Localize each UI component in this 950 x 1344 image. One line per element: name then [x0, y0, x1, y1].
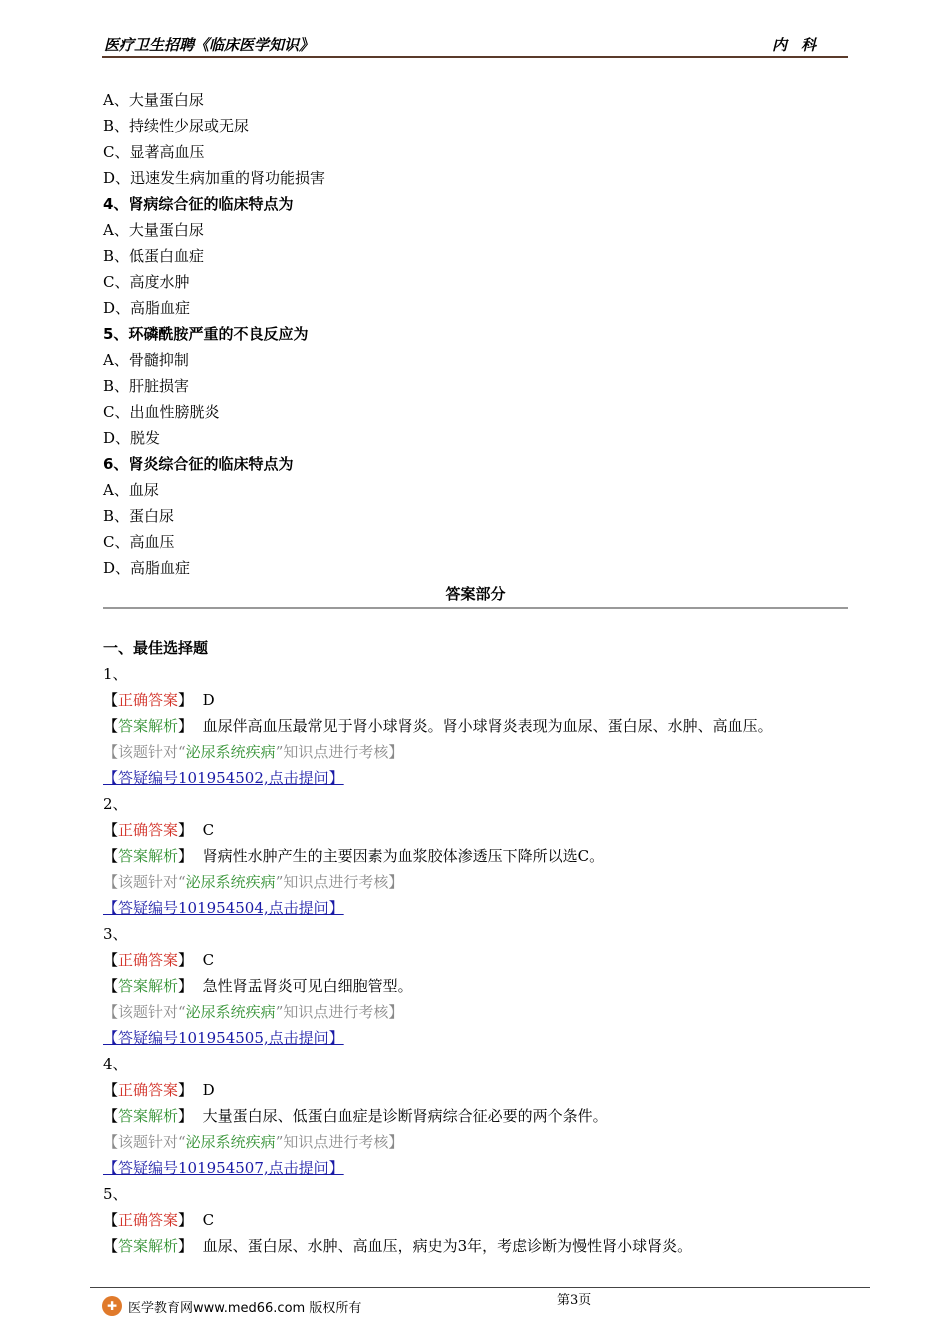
analysis-text: 肾病性水肿产生的主要因素为血浆胶体渗透压下降所以选C。 — [202, 847, 605, 865]
option: A、大量蛋白尿 — [103, 221, 204, 239]
analysis-label: 答案解析 — [118, 717, 179, 735]
option: C、高度水肿 — [103, 273, 190, 291]
answer-number: 5、 — [103, 1185, 128, 1203]
topic-note — [103, 739, 848, 765]
correct-answer-line — [103, 947, 848, 973]
footer-copyright: 医学教育网www.med66.com 版权所有 — [128, 1300, 362, 1316]
correct-answer-line — [103, 1077, 848, 1103]
bracket: 【 — [103, 717, 119, 735]
topic-name: 泌尿系统疾病 — [185, 1133, 276, 1151]
page-header — [102, 30, 848, 58]
analysis-label: 答案解析 — [118, 847, 179, 865]
topic-note — [103, 1129, 848, 1155]
option: C、出血性膀胱炎 — [103, 403, 220, 421]
option: D、高脂血症 — [103, 299, 191, 317]
analysis-line — [103, 713, 848, 739]
analysis-text: 血尿伴高血压最常见于肾小球肾炎。肾小球肾炎表现为血尿、蛋白尿、水肿、高血压。 — [202, 717, 773, 735]
bracket: 】 — [178, 1237, 194, 1255]
correct-answer-label: 正确答案 — [118, 821, 179, 839]
option: A、骨髓抑制 — [103, 351, 189, 369]
ask-question-link[interactable]: 【答疑编号101954504,点击提问】 — [103, 899, 344, 917]
topic-note-suffix: ”知识点进行考核】 — [275, 1003, 404, 1021]
answer-subtitle: 一、最佳选择题 — [103, 639, 209, 657]
question-title: 5、环磷酰胺严重的不良反应为 — [103, 325, 309, 343]
correct-answer-value: C — [202, 821, 215, 839]
page-footer — [102, 1294, 361, 1318]
analysis-line — [103, 1233, 848, 1259]
correct-answer-value: D — [202, 1081, 215, 1099]
correct-answer-line — [103, 817, 848, 843]
header-dept: 内科 — [771, 36, 830, 54]
question-title: 6、肾炎综合征的临床特点为 — [103, 455, 294, 473]
option: A、血尿 — [103, 481, 159, 499]
ask-question-link[interactable]: 【答疑编号101954502,点击提问】 — [103, 769, 344, 787]
page-content — [103, 87, 848, 1259]
bracket: 】 — [178, 717, 194, 735]
bracket: 】 — [178, 977, 194, 995]
analysis-text: 血尿、蛋白尿、水肿、高血压，病史为3年，考虑诊断为慢性肾小球肾炎。 — [202, 1237, 693, 1255]
option: D、高脂血症 — [103, 559, 191, 577]
option: C、显著高血压 — [103, 143, 205, 161]
analysis-line — [103, 843, 848, 869]
answer-number: 3、 — [103, 925, 128, 943]
answer-number: 1、 — [103, 665, 128, 683]
page-number: 第3页 — [557, 1293, 592, 1308]
bracket: 】 — [178, 1081, 194, 1099]
topic-note-prefix: 【该题针对“ — [103, 1003, 186, 1021]
topic-note — [103, 999, 848, 1025]
option: B、持续性少尿或无尿 — [103, 117, 250, 135]
topic-name: 泌尿系统疾病 — [185, 1003, 276, 1021]
option: B、低蛋白血症 — [103, 247, 205, 265]
med66-logo-icon: ✚ — [102, 1296, 122, 1316]
correct-answer-label: 正确答案 — [118, 1211, 179, 1229]
topic-note-suffix: ”知识点进行考核】 — [275, 1133, 404, 1151]
analysis-label: 答案解析 — [118, 1107, 179, 1125]
correct-answer-value: C — [202, 1211, 215, 1229]
bracket: 】 — [178, 847, 194, 865]
bracket: 【 — [103, 1081, 119, 1099]
bracket: 】 — [178, 1211, 194, 1229]
question-title: 4、肾病综合征的临床特点为 — [103, 195, 294, 213]
analysis-label: 答案解析 — [118, 1237, 179, 1255]
analysis-text: 大量蛋白尿、低蛋白血症是诊断肾病综合征必要的两个条件。 — [202, 1107, 608, 1125]
bracket: 】 — [178, 821, 194, 839]
analysis-label: 答案解析 — [118, 977, 179, 995]
bracket: 】 — [178, 691, 194, 709]
correct-answer-line — [103, 1207, 848, 1233]
topic-name: 泌尿系统疾病 — [185, 873, 276, 891]
header-title: 医疗卫生招聘《临床医学知识》 — [104, 36, 315, 54]
topic-note — [103, 869, 848, 895]
option: B、蛋白尿 — [103, 507, 175, 525]
answer-number: 4、 — [103, 1055, 128, 1073]
answer-number: 2、 — [103, 795, 128, 813]
option: A、大量蛋白尿 — [103, 91, 204, 109]
option: D、脱发 — [103, 429, 161, 447]
bracket: 【 — [103, 847, 119, 865]
bracket: 【 — [103, 821, 119, 839]
analysis-line — [103, 973, 848, 999]
correct-answer-value: D — [202, 691, 215, 709]
topic-note-prefix: 【该题针对“ — [103, 743, 186, 761]
analysis-line — [103, 1103, 848, 1129]
bracket: 】 — [178, 951, 194, 969]
option: B、肝脏损害 — [103, 377, 190, 395]
bracket: 【 — [103, 1211, 119, 1229]
correct-answer-label: 正确答案 — [118, 951, 179, 969]
analysis-text: 急性肾盂肾炎可见白细胞管型。 — [202, 977, 413, 995]
correct-answer-label: 正确答案 — [118, 1081, 179, 1099]
answer-section-title: 答案部分 — [445, 585, 506, 603]
bracket: 【 — [103, 691, 119, 709]
bracket: 【 — [103, 977, 119, 995]
topic-name: 泌尿系统疾病 — [185, 743, 276, 761]
bracket: 【 — [103, 951, 119, 969]
bracket: 【 — [103, 1237, 119, 1255]
topic-note-prefix: 【该题针对“ — [103, 873, 186, 891]
topic-note-prefix: 【该题针对“ — [103, 1133, 186, 1151]
section-divider — [103, 607, 848, 609]
ask-question-link[interactable]: 【答疑编号101954507,点击提问】 — [103, 1159, 344, 1177]
correct-answer-value: C — [202, 951, 215, 969]
ask-question-link[interactable]: 【答疑编号101954505,点击提问】 — [103, 1029, 344, 1047]
option: D、迅速发生病加重的肾功能损害 — [103, 169, 326, 187]
topic-note-suffix: ”知识点进行考核】 — [275, 743, 404, 761]
bracket: 【 — [103, 1107, 119, 1125]
topic-note-suffix: ”知识点进行考核】 — [275, 873, 404, 891]
footer-divider — [90, 1287, 870, 1288]
correct-answer-line — [103, 687, 848, 713]
bracket: 】 — [178, 1107, 194, 1125]
correct-answer-label: 正确答案 — [118, 691, 179, 709]
option: C、高血压 — [103, 533, 175, 551]
